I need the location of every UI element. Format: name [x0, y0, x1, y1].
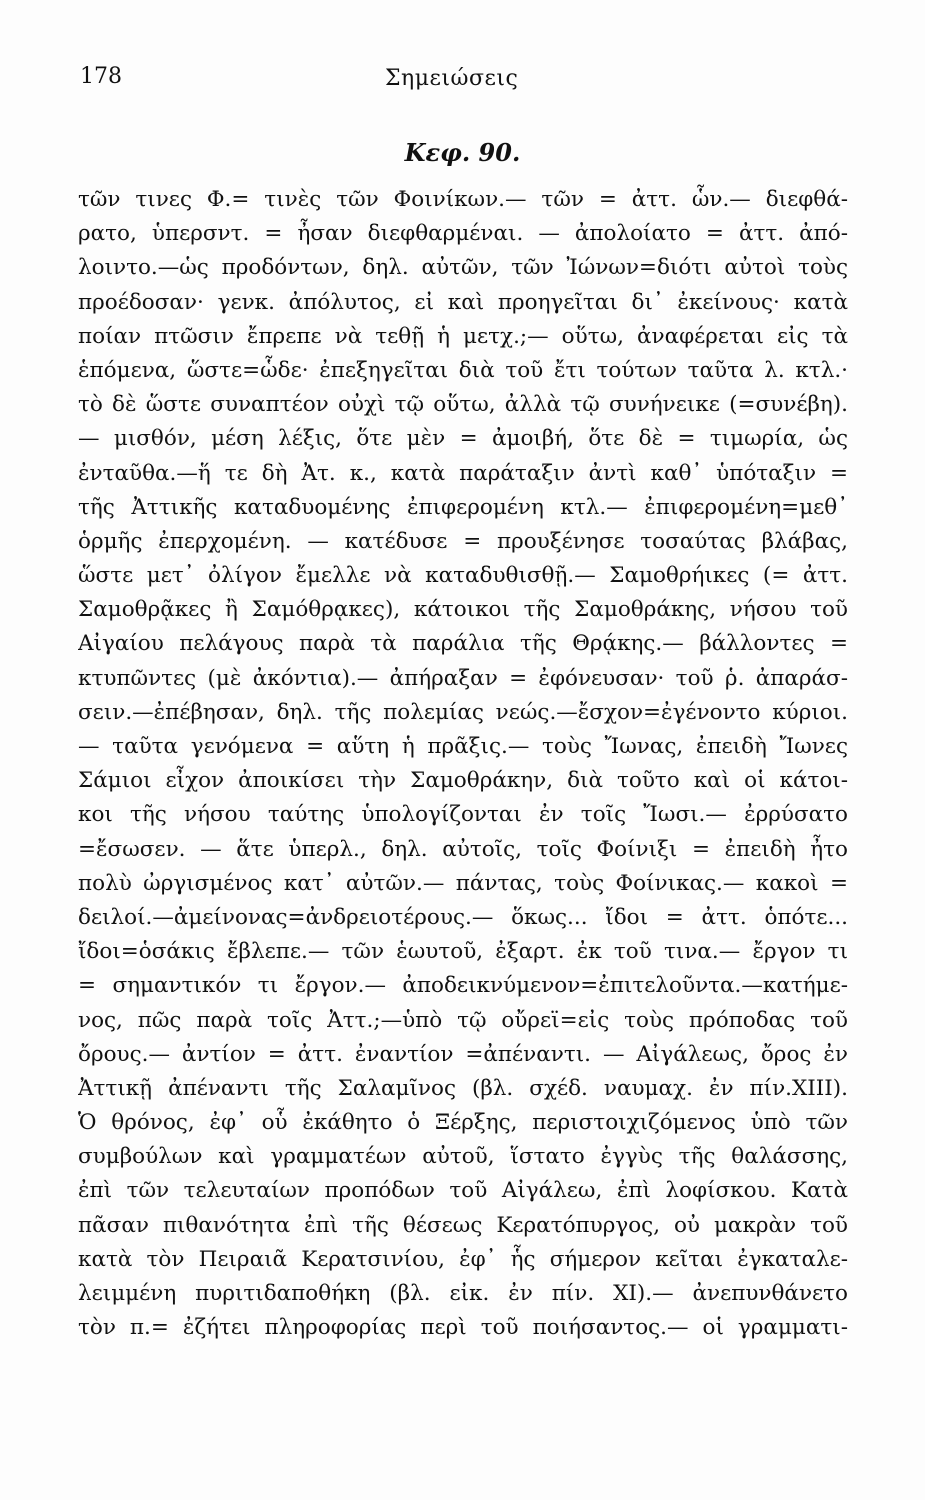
text-line: κτυπῶντες (μὲ ἀκόντια).— ἀπήραξαν = ἐφόνευσαν· τοῦ ῥ. ἀπαράσ-	[78, 665, 848, 691]
text-line: ρατο, ὑπερσντ. = ἦσαν διεφθαρμέναι. — ἀπολοίατο = ἀττ. ἀπό-	[78, 221, 848, 247]
text-line: συμβούλων καὶ γραμματέων αὐτοῦ, ἵστατο ἐγγὺς τῆς θαλάσσης,	[78, 1144, 848, 1170]
page-number: 178	[80, 64, 122, 89]
text-line: Αἰγαίου πελάγους παρὰ τὰ παράλια τῆς Θρᾴκης.— βάλλοντες =	[78, 631, 848, 657]
text-line: — ταῦτα γενόμενα = αὕτη ἡ πρᾶξις.— τοὺς Ἴωνας, ἐπειδὴ Ἴωνες	[78, 734, 848, 759]
text-line: κατὰ τὸν Πειραιᾶ Κερατσινίου, ἐφ᾽ ἧς σήμερον κεῖται ἐγκαταλε-	[78, 1246, 848, 1272]
text-line: προέδοσαν· γενκ. ἀπόλυτος, εἰ καὶ προηγεῖται δι᾽ ἐκείνους· κατὰ	[78, 289, 848, 315]
text-line: τῆς Ἀττικῆς καταδυομένης ἐπιφερομένη κτλ.— ἐπιφερομένη=μεθ᾽	[78, 494, 848, 520]
notes-body	[78, 183, 848, 1345]
text-line: — μισθόν, μέση λέξις, ὅτε μὲν = ἀμοιβή, ὅτε δὲ = τιμωρία, ὡς	[78, 426, 848, 452]
text-line: ποίαν πτῶσιν ἔπρεπε νὰ τεθῇ ἡ μετχ.;— οὕτω, ἀναφέρεται εἰς τὰ	[78, 323, 848, 349]
text-line: Ἀττικῇ ἀπέναντι τῆς Σαλαμῖνος (βλ. σχέδ. ναυμαχ. ἐν πίν.XIII).	[78, 1075, 848, 1101]
running-title: Σημειώσεις	[385, 66, 519, 91]
text-line: ἴδοι=ὁσάκις ἔβλεπε.— τῶν ἑωυτοῦ, ἐξαρτ. ἐκ τοῦ τινα.— ἔργον τι	[78, 939, 848, 965]
text-line: νος, πῶς παρὰ τοῖς Ἀττ.;—ὑπὸ τῷ οὔρεϊ=εἰς τοὺς πρόποδας τοῦ	[78, 1007, 848, 1033]
text-line: πᾶσαν πιθανότητα ἐπὶ τῆς θέσεως Κερατόπυργος, οὐ μακρὰν τοῦ	[78, 1212, 848, 1238]
text-line: ἐνταῦθα.—ἥ τε δὴ Ἀτ. κ., κατὰ παράταξιν ἀντὶ καθ᾽ ὑπόταξιν =	[78, 460, 848, 486]
text-line: ὄρους.— ἀντίον = ἀττ. ἐναντίον =ἀπέναντι. — Αἰγάλεως, ὄρος ἐν	[78, 1041, 848, 1067]
text-line: τὸν π.= ἐζήτει πληροφορίας περὶ τοῦ ποιήσαντος.— οἱ γραμματι-	[78, 1315, 848, 1341]
text-line: λειμμένη πυριτιδαποθήκη (βλ. εἰκ. ἐν πίν. XI).— ἀνεπυνθάνετο	[78, 1281, 848, 1306]
text-line: σειν.—ἐπέβησαν, δηλ. τῆς πολεμίας νεώς.—ἔσχον=ἐγένοντο κύριοι.	[78, 699, 848, 725]
text-line: = σημαντικόν τι ἔργον.— ἀποδεικνύμενον=ἐπιτελοῦντα.—κατήμε-	[78, 973, 848, 999]
text-line: ὥστε μετ᾽ ὀλίγον ἔμελλε νὰ καταδυθισθῇ.— Σαμοθρήικες (= ἀττ.	[78, 563, 848, 589]
text-line: ὁρμῆς ἐπερχομένη. — κατέδυσε = προυξένησε τοσαύτας βλάβας,	[78, 528, 848, 554]
text-line: λοιντο.—ὡς προδόντων, δηλ. αὐτῶν, τῶν Ἰώνων=διότι αὐτοὶ τοὺς	[78, 255, 848, 281]
text-line: Σάμιοι εἶχον ἀποικίσει τὴν Σαμοθράκην, διὰ τοῦτο καὶ οἱ κάτοι-	[78, 768, 848, 794]
text-line: τῶν τινες Φ.= τινὲς τῶν Φοινίκων.— τῶν = ἀττ. ὧν.— διεφθά-	[78, 187, 848, 212]
text-line: ἐπὶ τῶν τελευταίων προπόδων τοῦ Αἰγάλεω, ἐπὶ λοφίσκου. Κατὰ	[78, 1178, 848, 1204]
text-line: πολὺ ὠργισμένος κατ᾽ αὐτῶν.— πάντας, τοὺς Φοίνικας.— κακοὶ =	[78, 870, 848, 896]
text-line: τὸ δὲ ὥστε συναπτέον οὐχὶ τῷ οὕτω, ἀλλὰ τῷ συνήνεικε (=συνέβη).	[78, 392, 848, 418]
text-line: ἑπόμενα, ὥστε=ὧδε· ἐπεξηγεῖται διὰ τοῦ ἔτι τούτων ταῦτα λ. κτλ.·	[78, 357, 848, 383]
text-line: =ἔσωσεν. — ἅτε ὑπερλ., δηλ. αὐτοῖς, τοῖς Φοίνιξι = ἐπειδὴ ἦτο	[78, 836, 848, 862]
text-line: Σαμοθρᾷκες ἢ Σαμόθρᾳκες), κάτοικοι τῆς Σαμοθράκης, νήσου τοῦ	[78, 597, 848, 623]
text-line: Ὁ θρόνος, ἐφ᾽ οὗ ἐκάθητο ὁ Ξέρξης, περιστοιχιζόμενος ὑπὸ τῶν	[78, 1110, 848, 1136]
chapter-heading: Κεφ. 90.	[404, 138, 521, 167]
text-line: δειλοί.—ἀμείνονας=ἀνδρειοτέρους.— ὅκως... ἴδοι = ἀττ. ὁπότε...	[78, 904, 848, 930]
text-line: κοι τῆς νήσου ταύτης ὑπολογίζονται ἐν τοῖς Ἴωσι.— ἐρρύσατο	[78, 802, 848, 828]
